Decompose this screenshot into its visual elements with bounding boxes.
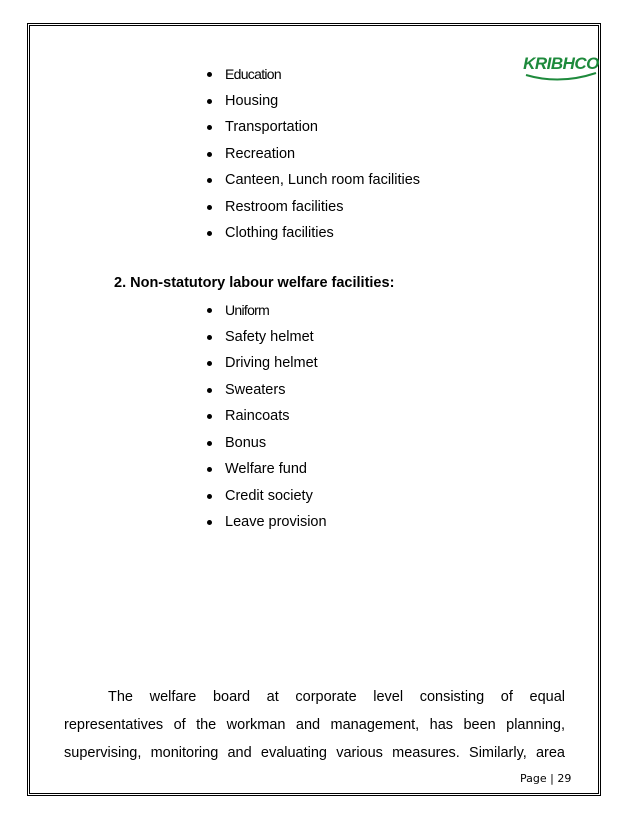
list-item: Transportation (207, 114, 420, 141)
list-item: Raincoats (207, 403, 327, 430)
welfare-facilities-list (207, 61, 420, 247)
list-item: Education (207, 61, 420, 88)
svg-text:KRIBHCO: KRIBHCO (523, 54, 599, 73)
list-item: Welfare fund (207, 456, 327, 483)
list-item: Sweaters (207, 377, 327, 404)
list-item: Restroom facilities (207, 194, 420, 221)
list-item: Credit society (207, 483, 327, 510)
list-item: Canteen, Lunch room facilities (207, 167, 420, 194)
list-item: Safety helmet (207, 324, 327, 351)
list-item: Leave provision (207, 509, 327, 536)
paragraph-line: representatives of the workman and management, has been planning, (64, 717, 565, 733)
paragraph-line: supervising, monitoring and evaluating various measures. Similarly, area (64, 745, 565, 761)
non-statutory-facilities-list (207, 297, 327, 536)
list-item: Clothing facilities (207, 220, 420, 247)
body-paragraph (64, 683, 565, 767)
list-item: Recreation (207, 141, 420, 168)
list-item: Uniform (207, 297, 327, 324)
paragraph-line: The welfare board at corporate level consisting of equal (108, 689, 565, 705)
section-heading: 2. Non-statutory labour welfare facilities: (114, 275, 395, 291)
list-item: Driving helmet (207, 350, 327, 377)
list-item: Housing (207, 88, 420, 115)
kribhco-logo (522, 45, 600, 81)
page-number: Page | 29 (520, 772, 572, 785)
list-item: Bonus (207, 430, 327, 457)
